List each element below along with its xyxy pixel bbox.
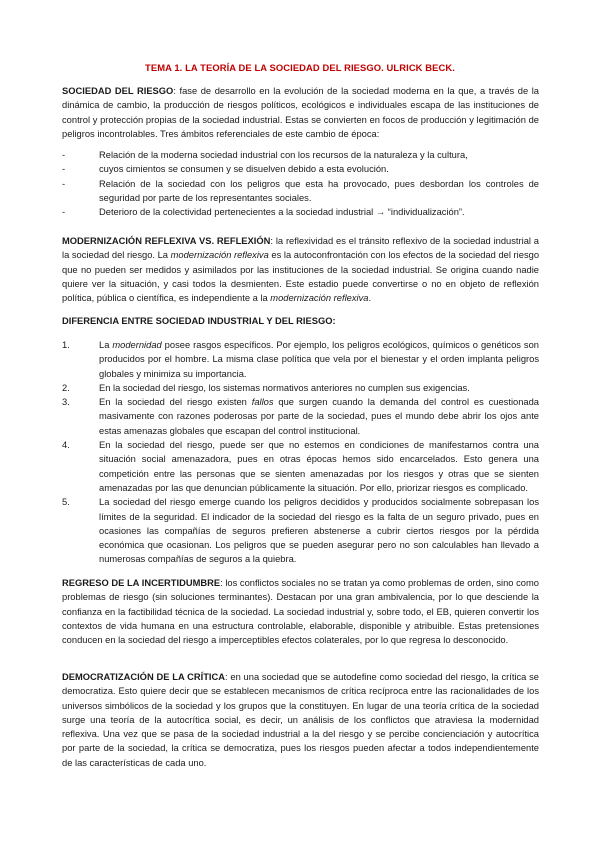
list-item: [62, 162, 539, 176]
section-regreso-incertidumbre: [62, 576, 539, 647]
list-marker: -: [62, 178, 66, 189]
list-item-text: En la sociedad del riesgo, los sistemas normativos anteriores no cumplen sus exigencias.: [99, 382, 470, 393]
list-item: [62, 438, 539, 495]
section-sociedad-del-riesgo: [62, 84, 539, 220]
section-modernizacion-reflexiva: [62, 234, 539, 305]
numbered-list: [62, 338, 539, 567]
document-title: TEMA 1. LA TEORÍA DE LA SOCIEDAD DEL RIESGO. ULRICK BECK.: [145, 62, 455, 73]
list-item-text: La sociedad del riesgo emerge cuando los peligros decididos y producidos socialmente sobrepasan los límites de la seguridad. El indicador de la sociedad del riesgo es la falta de un seguro privado, pues en ocasiones las compañías de seguros prefieren abstenerse a cubrir ciertos riesgos por la pérdida económica que ocasionan. Los peligros que se pueden asegurar pero no son calculables han llevado a numerosas compañías de seguros a la quiebra.: [99, 497, 539, 565]
list-item-text: que surgen cuando la demanda del control es cuestionada masivamente con razones poderosas por parte de la sociedad, pues el mundo debe abrir los ojos ante estas amenazas globales que escapan del control institucional.: [99, 397, 540, 436]
section-heading: SOCIEDAD DEL RIESGO: [62, 86, 174, 96]
list-item: [62, 381, 539, 395]
section-heading: REGRESO DE LA INCERTIDUMBRE: [62, 578, 221, 588]
list-marker: 1.: [62, 340, 70, 350]
list-marker: 5.: [62, 497, 70, 508]
list-marker: 3.: [62, 397, 70, 408]
list-marker: -: [62, 164, 66, 175]
section-heading: DIFERENCIA ENTRE SOCIEDAD INDUSTRIAL Y DEL RIESGO: [62, 316, 333, 326]
list-marker: 2.: [62, 382, 70, 393]
list-item: [62, 495, 539, 566]
section-paragraph: [62, 84, 539, 141]
section-paragraph: [62, 670, 539, 770]
italic-term: fallos: [251, 397, 274, 408]
section-text: : la reflexividad es el tránsito reflexivo de la sociedad industrial a la sociedad del riesgo. La: [62, 236, 539, 261]
list-item-text: Relación de la moderna sociedad industrial con los recursos de la naturaleza y la cultura,: [99, 150, 468, 161]
section-text: : en una sociedad que se autodefine como sociedad del riesgo, la crítica se democratiza. Esto quiere decir que se establecen mecanismos de crítica recíproca entre las racionalidades de los universos simbólicos de la sociedad y los grupos que la constituyen. En lugar de una teoría crítica de la sociedad surge una teoría de la autocrítica social, es decir, un análisis de los conflictos que atraviesa la modernidad reflexiva. Una vez que se pasa de la sociedad industrial a la del riesgo y se percibe concienciación y autocrítica por parte de la sociedad, la crítica se democratiza, pues los riesgos pueden afectar a todos independientemente de las características de cada uno.: [62, 672, 540, 768]
section-text: : los conflictos sociales no se tratan ya como problemas de orden, sino como problemas de riesgo (sin soluciones terminantes). Destacan por una gran ambivalencia, por lo que desciende la confianza en la factibilidad técnica de la sociedad. La sociedad industrial y, sobre todo, el EB, quieren convertir los contextos de vida humana en una estructura controlable, elaborable, disponible y atribuible. Estas pretensiones conducen en la sociedad del riesgo a imperceptibles efectos colaterales, por lo que regresa lo desconocido.: [62, 578, 539, 646]
section-heading: DEMOCRATIZACIÓN DE LA CRÍTICA: [62, 672, 226, 682]
list-item-text: posee rasgos específicos. Por ejemplo, los peligros ecológicos, químicos o genéticos son producidos por el hombre. La misma clase política que vela por el bienestar y el orden implanta peligros globales y minimiza su importancia.: [99, 340, 539, 379]
list-item-text: Relación de la sociedad con los peligros que esta ha provocado, pues desbordan los controles de seguridad por parte de los representantes sociales.: [99, 178, 539, 204]
list-item: [62, 148, 539, 162]
list-item-text: En la sociedad del riesgo, puede ser que no estemos en condiciones de manifestarnos contra una situación social amenazadora, pues en otras épocas hemos sido encarcelados. Esto genera una competición entre las personas que se sienten amenazadas por los riesgos y otras que se sienten amenazadas por las que denuncian públicamente la situación. Por ello, priorizar riesgos es complicado.: [99, 440, 539, 493]
list-item: [62, 177, 539, 206]
list-item: [62, 205, 539, 219]
italic-term: modernización reflexiva: [170, 250, 269, 261]
section-paragraph: [62, 234, 539, 305]
section-diferencia-list: [62, 338, 539, 567]
list-marker: -: [62, 207, 66, 218]
section-text: : fase de desarrollo en la evolución de la sociedad moderna en la que, a través de la dinámica de cambio, la producción de riesgos políticos, ecológicos e individuales escapa de las instituciones de control y protección propias de la sociedad industrial. Estas se convierten en focos de producción y legitimación de peligros incontrolables. Tres ámbitos referenciales de este cambio de época:: [62, 86, 539, 139]
list-marker: 4.: [62, 440, 70, 451]
list-item-text: cuyos cimientos se consumen y se disuelven debido a esta evolución.: [99, 164, 389, 175]
italic-term: modernidad: [112, 340, 162, 350]
heading-colon: :: [332, 316, 336, 326]
list-item-text: Deterioro de la colectividad pertenecientes a la sociedad industrial → “individualización”.: [99, 207, 465, 218]
section-text: .: [368, 293, 372, 304]
bullet-list: [62, 148, 539, 219]
section-democratizacion-critica: [62, 670, 539, 770]
italic-term: modernización reflexiva: [270, 293, 369, 304]
list-item-text: En la sociedad del riesgo existen: [99, 397, 252, 408]
list-item-text: La: [99, 340, 113, 350]
section-heading: MODERNIZACIÓN REFLEXIVA VS. REFLEXIÓN: [62, 236, 271, 246]
list-marker: -: [62, 150, 66, 161]
list-item: [62, 395, 539, 438]
section-heading-diferencia: [62, 314, 539, 328]
list-item: [62, 338, 539, 381]
section-text: es la autoconfrontación con los efectos de la sociedad del riesgo que no pueden ser medidos y asimilados por las instituciones de la sociedad industrial. Se origina cuando nadie quiere ver la situación, y casi todos la desmienten. Este estadio puede convertirse o no en objeto de reflexión política, pública o científica, es independiente a la: [62, 250, 540, 304]
section-paragraph: [62, 576, 539, 647]
